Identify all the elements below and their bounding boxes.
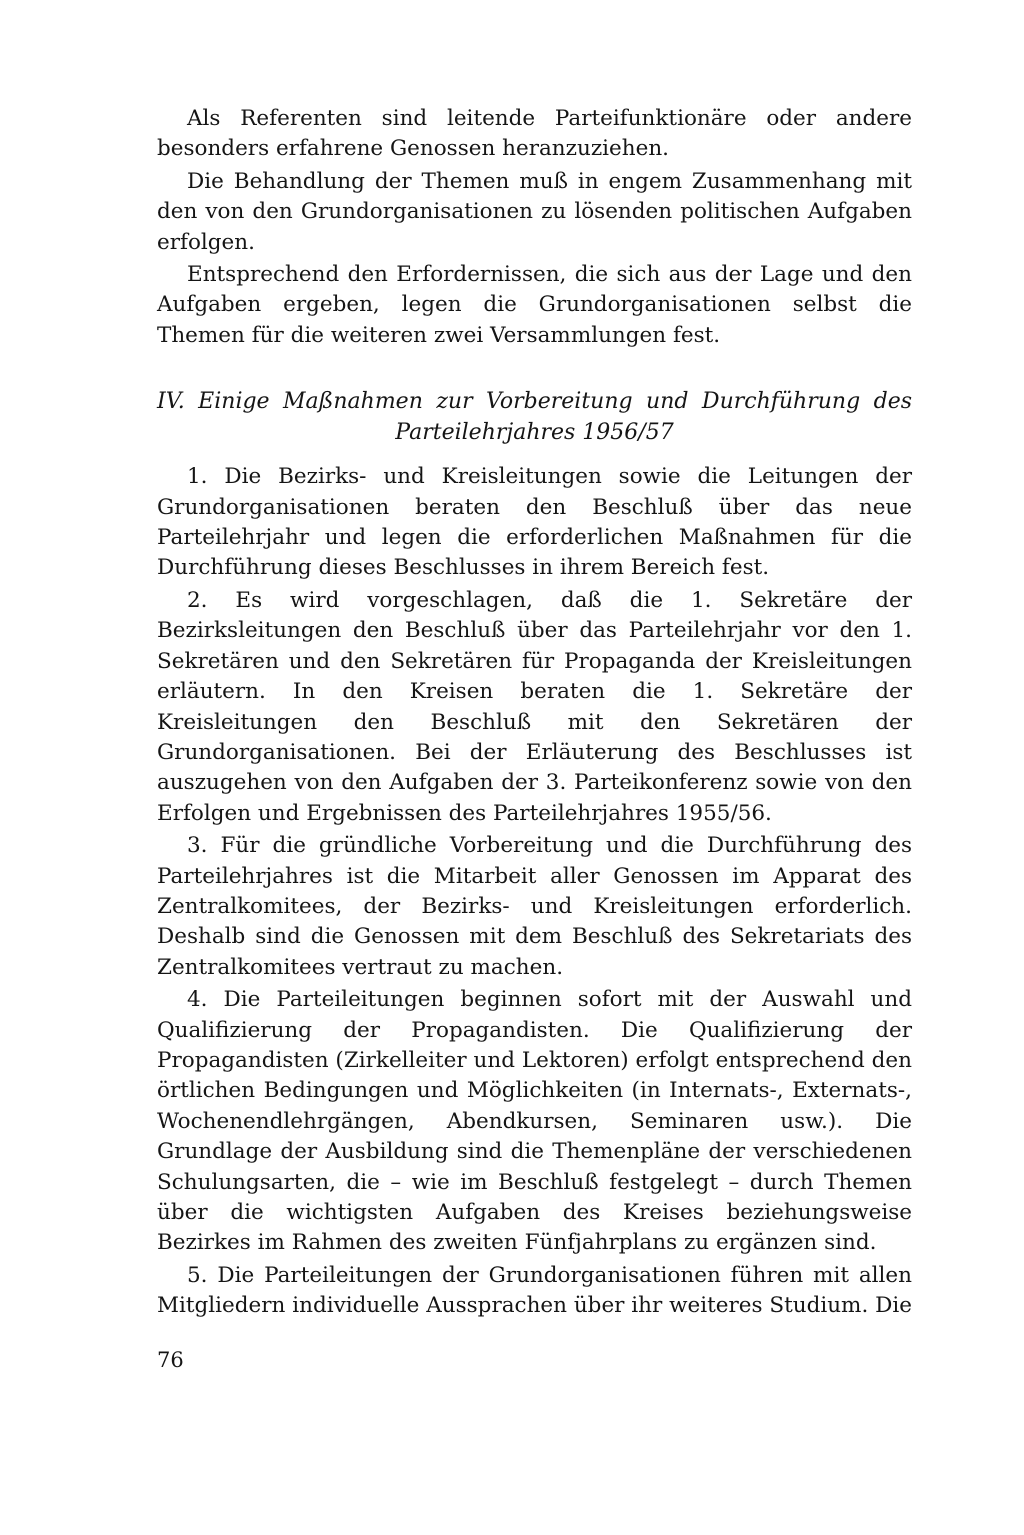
paragraph-4: 4. Die Parteileitungen beginnen sofort mit der Auswahl und Qualifizierung der Propagandisten. Die Qualifizierung der Propagandisten (Zirkelleiter und Lektoren) erfolgt entsprechend den örtlichen Bedingungen und Möglichkeiten (in Internats-, Externats-, Wochenendlehrgängen, Abendkursen, Seminaren usw.). Die Grundlage der Ausbildung sind die Themenpläne der verschiedenen Schulungsarten, die – wie im Beschluß festgelegt – durch Themen über die wichtigsten Aufgaben des Kreises beziehungsweise Bezirkes im Rahmen des zweiten Fünfjahrplans zu ergänzen sind. [157,987,912,1256]
page-number: 76 [157,1348,184,1372]
paragraph-3: 3. Für die gründliche Vorbereitung und die Durchführung des Parteilehrjahres ist die Mitarbeit aller Genossen im Apparat des Zentralkomitees, der Bezirks- und Kreisleitungen erforderlich. Deshalb sind die Genossen mit dem Beschluß des Sekretariats des Zentralkomitees vertraut zu machen. [157,833,912,980]
paragraph-2: 2. Es wird vorgeschlagen, daß die 1. Sekretäre der Bezirksleitungen den Beschluß über das Parteilehrjahr vor den 1. Sekretären und den Sekretären für Propaganda der Kreisleitungen erläutern. In den Kreisen beraten die 1. Sekretäre der Kreisleitungen den Beschluß mit den Sekretären der Grundorganisationen. Bei der Erläuterung des Beschlusses ist auszugehen von den Aufgaben der 3. Parteikonferenz sowie von den Erfolgen und Ergebnissen des Parteilehrjahres 1955/56. [157,587,912,826]
document-body [157,104,912,1322]
paragraph-1: 1. Die Bezirks- und Kreisleitungen sowie die Leitungen der Grundorganisationen beraten den Beschluß über das neue Parteilehrjahr und legen die erforderlichen Maßnahmen für die Durchführung dieses Beschlusses in ihrem Bereich fest. [157,464,912,581]
paragraph-referenten: Als Referenten sind leitende Parteifunktionäre oder andere besonders erfahrene Genossen heranzuziehen. [157,106,912,162]
paragraph-erfordernisse: Entsprechend den Erfordernissen, die sich aus der Lage und den Aufgaben ergeben, legen die Grundorganisationen selbst die Themen für die weiteren zwei Versammlungen fest. [157,262,912,348]
paragraph-5: 5. Die Parteileitungen der Grundorganisationen führen mit allen Mitgliedern individuelle Aussprachen über ihr weiteres Studium. Die [157,1262,912,1319]
paragraph-behandlung: Die Behandlung der Themen muß in engem Zusammenhang mit den von den Grundorganisationen zu lösenden politischen Aufgaben erfolgen. [157,168,912,255]
section-heading [157,386,912,448]
section-heading-line2: Parteilehrjahres 1956/57 [395,420,674,446]
section-heading-line1: IV. Einige Maßnahmen zur Vorbereitung und Durchführung des [157,389,912,415]
